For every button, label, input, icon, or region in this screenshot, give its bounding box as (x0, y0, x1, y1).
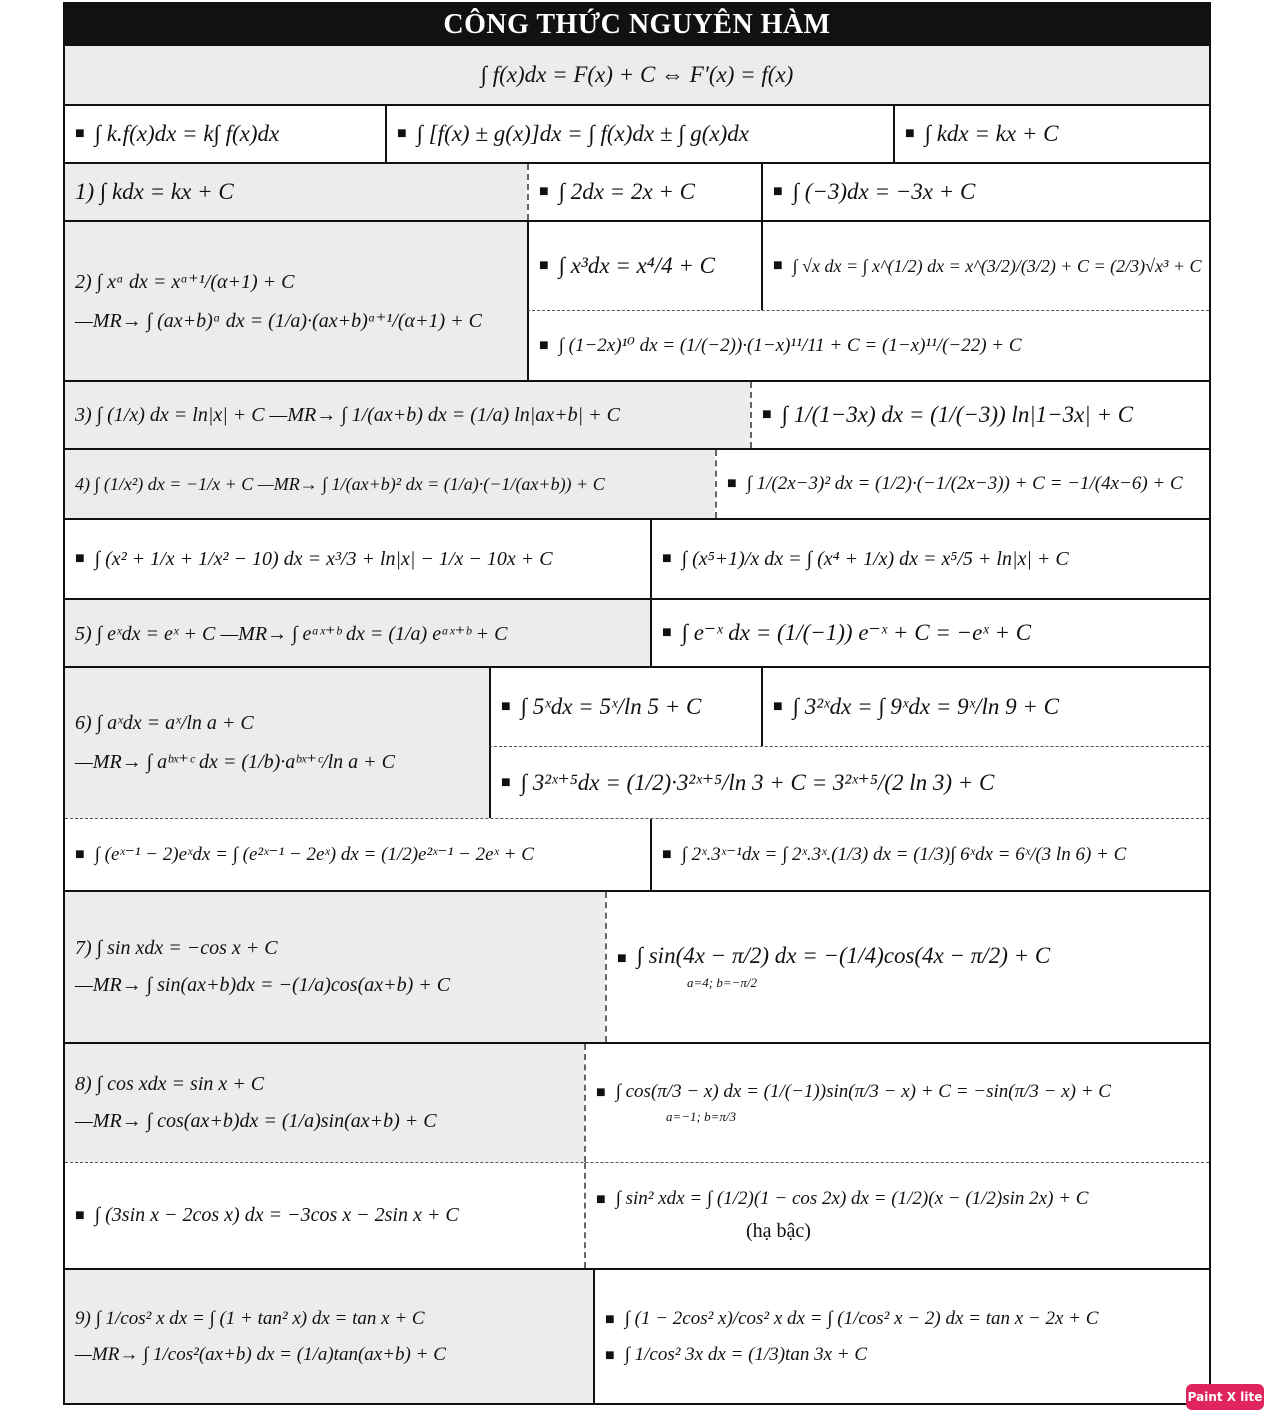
rule-6-row (65, 666, 1209, 818)
rule-1-row (65, 162, 1209, 220)
rule-7-formula: 7) ∫ sin xdx = −cos x + C (75, 937, 278, 959)
rule-9-example-1-text: ∫ (1 − 2cos² x)/cos² x dx = ∫ (1/cos² x − 2) dx = tan x − 2x + C (624, 1307, 1099, 1329)
rule-8b-example-1-text: ∫ (3sin x − 2cos x) dx = −3cos x − 2sin x + C (94, 1204, 459, 1226)
rule-2-example-1: ■ ∫ x³dx = x⁴/4 + C (527, 222, 761, 310)
rule-8-example-1-text: ∫ cos(π/3 − x) dx = (1/(−1))sin(π/3 − x) + C = −sin(π/3 − x) + C (615, 1081, 1111, 1102)
property-1-text: ∫ k.f(x)dx = k∫ f(x)dx (94, 121, 280, 146)
rule-6-example-1-text: ∫ 5ˣdx = 5ˣ/ln 5 + C (520, 694, 702, 719)
rule-4b-row (65, 518, 1209, 598)
rule-4-example-1: ■ ∫ 1/(2x−3)² dx = (1/2)·(−1/(2x−3)) + C = −1/(4x−6) + C (715, 450, 1209, 518)
properties-row (65, 104, 1209, 162)
rule-2-example-2-text: ∫ √x dx = ∫ x^(1/2) dx = x^(3/2)/(3/2) + C = (2/3)√x³ + C (792, 255, 1202, 276)
page-title: CÔNG THỨC NGUYÊN HÀM (65, 4, 1209, 46)
rule-2-example-2: ■ ∫ √x dx = ∫ x^(1/2) dx = x^(3/2)/(3/2) + C = (2/3)√x³ + C (761, 222, 1209, 310)
rule-6b-example-1-text: ∫ (eˣ⁻¹ − 2)eˣdx = ∫ (e²ˣ⁻¹ − 2eˣ) dx = (1/2)e²ˣ⁻¹ − 2eˣ + C (94, 844, 534, 865)
rule-4-main: 4) ∫ (1/x²) dx = −1/x + C —MR→ ∫ 1/(ax+b)² dx = (1/a)·(−1/(ax+b)) + C (65, 450, 715, 518)
rule-4-row (65, 448, 1209, 518)
rule-6-example-2-text: ∫ 3²ˣdx = ∫ 9ˣdx = 9ˣ/ln 9 + C (792, 694, 1059, 719)
rule-9-examples: ■ ∫ (1 − 2cos² x)/cos² x dx = ∫ (1/cos² x − 2) dx = tan x − 2x + C ■ ∫ 1/cos² 3x dx = (1/3)tan 3x + C (593, 1270, 1209, 1403)
rule-2-formula: 2) ∫ xᵅ dx = xᵅ⁺¹/(α+1) + C (75, 271, 295, 293)
rule-8-example-1: ■ ∫ cos(π/3 − x) dx = (1/(−1))sin(π/3 − x) + C = −sin(π/3 − x) + C a=−1; b=π/3 (584, 1044, 1209, 1162)
rule-6-example-1: ■ ∫ 5ˣdx = 5ˣ/ln 5 + C (489, 668, 761, 746)
rule-1-example-2-text: ∫ (−3)dx = −3x + C (792, 179, 976, 204)
rule-5-main: 5) ∫ eˣdx = eˣ + C —MR→ ∫ eᵃˣ⁺ᵇ dx = (1/a) eᵃˣ⁺ᵇ + C (65, 600, 650, 666)
rule-6-example-3: ■ ∫ 3²ˣ⁺⁵dx = (1/2)·3²ˣ⁺⁵/ln 3 + C = 3²ˣ⁺⁵/(2 ln 3) + C (489, 746, 1209, 818)
rule-7-example-1-text: ∫ sin(4x − π/2) dx = −(1/4)cos(4x − π/2) + C (636, 943, 1051, 968)
rule-2-mr-formula: —MR→ ∫ (ax+b)ᵅ dx = (1/a)·(ax+b)ᵅ⁺¹/(α+1) + C (75, 310, 482, 332)
rule-6-example-3-text: ∫ 3²ˣ⁺⁵dx = (1/2)·3²ˣ⁺⁵/ln 3 + C = 3²ˣ⁺⁵/(2 ln 3) + C (520, 769, 995, 795)
rule-8b-example-note: (hạ bậc) (746, 1220, 811, 1242)
rule-9-formula: 9) ∫ 1/cos² x dx = ∫ (1 + tan² x) dx = tan x + C (75, 1307, 425, 1329)
rule-4-example-1-text: ∫ 1/(2x−3)² dx = (1/2)·(−1/(2x−3)) + C = −1/(4x−6) + C (746, 473, 1183, 494)
definition-formula: ∫ f(x)dx = F(x) + C ⇔ F′(x) = f(x) (65, 46, 1209, 104)
property-2: ■ ∫ [f(x) ± g(x)]dx = ∫ f(x)dx ± ∫ g(x)dx (385, 106, 893, 162)
property-1: ■ ∫ k.f(x)dx = k∫ f(x)dx (75, 121, 280, 146)
rule-1-main: 1) ∫ kdx = kx + C (65, 164, 527, 220)
rule-8-main (65, 1044, 584, 1162)
rule-7-main (65, 892, 605, 1042)
rule-4b-example-2: ■ ∫ (x⁵+1)/x dx = ∫ (x⁴ + 1/x) dx = x⁵/5 + ln|x| + C (650, 520, 1209, 598)
rule-8b-example-2-text: ∫ sin² xdx = ∫ (1/2)(1 − cos 2x) dx = (1/2)(x − (1/2)sin 2x) + C (615, 1188, 1089, 1209)
rule-3-row (65, 380, 1209, 448)
rule-6-main (65, 668, 489, 818)
rule-6b-example-1: ■ ∫ (eˣ⁻¹ − 2)eˣdx = ∫ (e²ˣ⁻¹ − 2eˣ) dx = (1/2)e²ˣ⁻¹ − 2eˣ + C (75, 844, 534, 865)
rule-8b-example-2: ■ ∫ sin² xdx = ∫ (1/2)(1 − cos 2x) dx = (1/2)(x − (1/2)sin 2x) + C (hạ bậc) (584, 1163, 1209, 1268)
property-2-text: ∫ [f(x) ± g(x)]dx = ∫ f(x)dx ± ∫ g(x)dx (416, 121, 750, 146)
rule-7-example-1: ■ ∫ sin(4x − π/2) dx = −(1/4)cos(4x − π/2) + C a=4; b=−π/2 (605, 892, 1209, 1042)
definition-row (65, 46, 1209, 104)
rule-7-row (65, 890, 1209, 1042)
rule-8b-example-1: ■ ∫ (3sin x − 2cos x) dx = −3cos x − 2sin x + C (75, 1204, 459, 1226)
rule-5-row (65, 598, 1209, 666)
rule-8b-row (65, 1162, 1209, 1268)
rule-9-main (65, 1270, 593, 1403)
rule-7-example-note: a=4; b=−π/2 (687, 975, 758, 990)
rule-8-mr-formula: —MR→ ∫ cos(ax+b)dx = (1/a)sin(ax+b) + C (75, 1110, 437, 1132)
rule-3-example-1-text: ∫ 1/(1−3x) dx = (1/(−3)) ln|1−3x| + C (781, 402, 1134, 427)
rule-8-formula: 8) ∫ cos xdx = sin x + C (75, 1073, 265, 1095)
rule-5-example-1: ■ ∫ e⁻ˣ dx = (1/(−1)) e⁻ˣ + C = −eˣ + C (650, 600, 1209, 666)
rule-6b-example-2-text: ∫ 2ˣ.3ˣ⁻¹dx = ∫ 2ˣ.3ˣ.(1/3) dx = (1/3)∫ 6ˣdx = 6ˣ/(3 ln 6) + C (681, 844, 1127, 865)
rule-9-mr-formula: —MR→ ∫ 1/cos²(ax+b) dx = (1/a)tan(ax+b) + C (75, 1343, 446, 1365)
rule-1-example-1-text: ∫ 2dx = 2x + C (558, 179, 696, 204)
rule-2-main (65, 222, 527, 380)
rule-4b-example-1: ■ ∫ (x² + 1/x + 1/x² − 10) dx = x³/3 + ln|x| − 1/x − 10x + C (75, 547, 553, 570)
rule-1-example-1: ■ ∫ 2dx = 2x + C (527, 164, 761, 220)
watermark-badge: Paint X lite (1186, 1384, 1264, 1410)
rule-1-example-2: ■ ∫ (−3)dx = −3x + C (761, 164, 1209, 220)
rule-6-example-2: ■ ∫ 3²ˣdx = ∫ 9ˣdx = 9ˣ/ln 9 + C (761, 668, 1209, 746)
rule-4b-example-2-text: ∫ (x⁵+1)/x dx = ∫ (x⁴ + 1/x) dx = x⁵/5 + ln|x| + C (681, 547, 1069, 570)
rule-8-example-note: a=−1; b=π/3 (666, 1109, 737, 1124)
rule-2-row (65, 220, 1209, 380)
rule-5-example-1-text: ∫ e⁻ˣ dx = (1/(−1)) e⁻ˣ + C = −eˣ + C (681, 620, 1032, 645)
rule-9-row (65, 1268, 1209, 1403)
rule-7-mr-formula: —MR→ ∫ sin(ax+b)dx = −(1/a)cos(ax+b) + C (75, 974, 451, 996)
rule-3-main: 3) ∫ (1/x) dx = ln|x| + C —MR→ ∫ 1/(ax+b) dx = (1/a) ln|ax+b| + C (65, 382, 750, 448)
rule-6-formula: 6) ∫ aˣdx = aˣ/ln a + C (75, 712, 254, 734)
rule-2-example-1-text: ∫ x³dx = x⁴/4 + C (558, 253, 716, 278)
formula-sheet (63, 2, 1211, 1405)
rule-3-example-1: ■ ∫ 1/(1−3x) dx = (1/(−3)) ln|1−3x| + C (750, 382, 1209, 448)
rule-2-example-3-text: ∫ (1−2x)¹⁰ dx = (1/(−2))·(1−x)¹¹/11 + C = (1−x)¹¹/(−22) + C (558, 335, 1022, 356)
rule-6b-row (65, 818, 1209, 890)
rule-6b-example-2: ■ ∫ 2ˣ.3ˣ⁻¹dx = ∫ 2ˣ.3ˣ.(1/3) dx = (1/3)∫ 6ˣdx = 6ˣ/(3 ln 6) + C (650, 819, 1209, 890)
property-3-text: ∫ kdx = kx + C (924, 121, 1059, 146)
rule-4b-example-1-text: ∫ (x² + 1/x + 1/x² − 10) dx = x³/3 + ln|x| − 1/x − 10x + C (94, 547, 553, 570)
rule-9-example-2-text: ∫ 1/cos² 3x dx = (1/3)tan 3x + C (624, 1343, 868, 1365)
rule-2-example-3: ■ ∫ (1−2x)¹⁰ dx = (1/(−2))·(1−x)¹¹/11 + C = (1−x)¹¹/(−22) + C (527, 310, 1209, 380)
rule-8-row (65, 1042, 1209, 1162)
property-3: ■ ∫ kdx = kx + C (893, 106, 1209, 162)
rule-6-mr-formula: —MR→ ∫ aᵇˣ⁺ᶜ dx = (1/b)·aᵇˣ⁺ᶜ/ln a + C (75, 751, 396, 773)
